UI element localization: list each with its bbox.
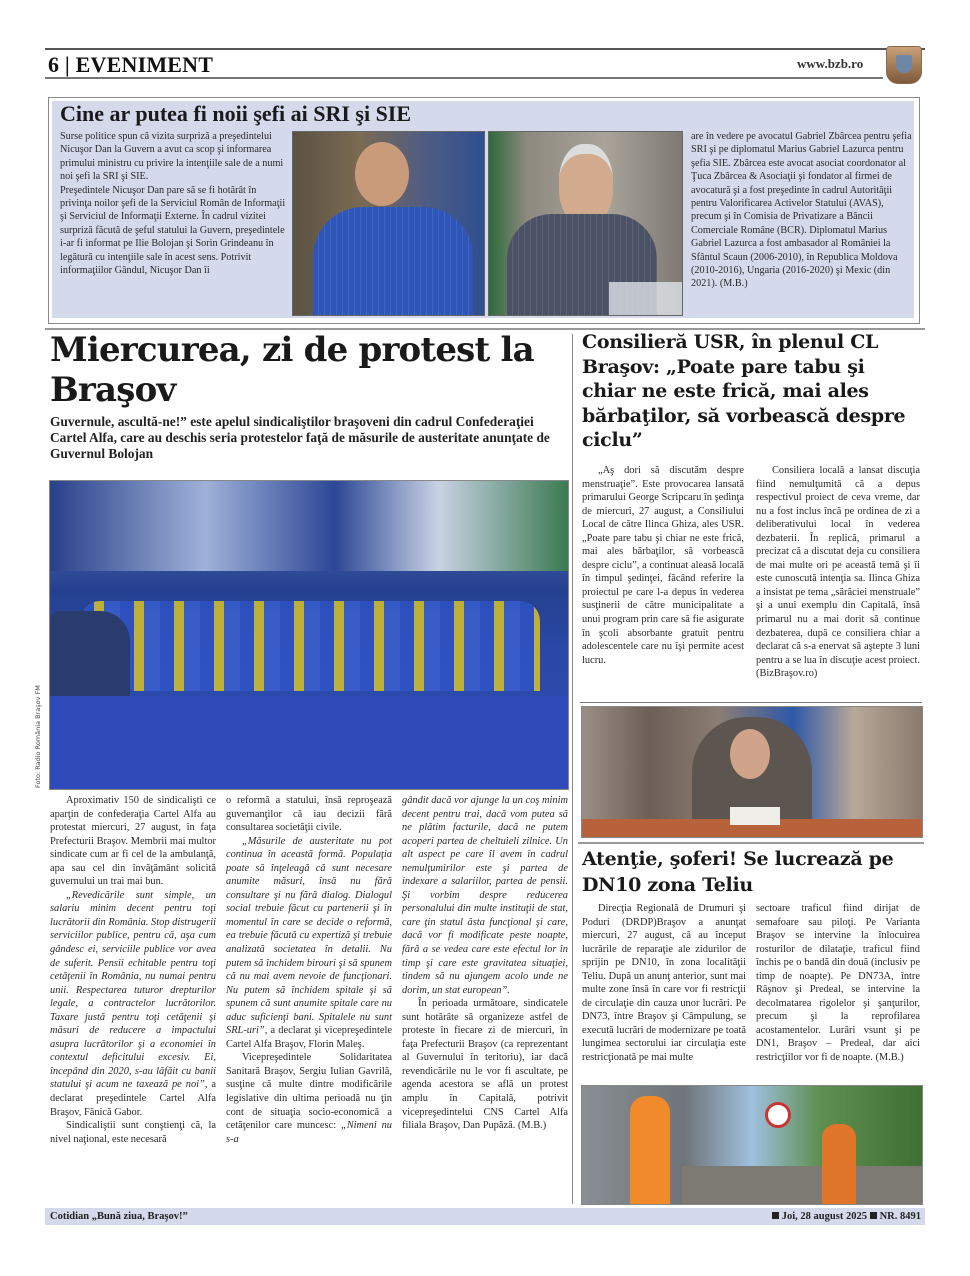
attribution: , a declarat preşedintele Cartel Alfa Braşov, Fănică Gabor. <box>50 1079 216 1118</box>
paragraph: Sindicaliştii sunt conştienţi că, la nivel naţional, este necesară <box>50 1120 216 1145</box>
brasov-crest-icon <box>886 46 922 84</box>
usr-article-col2 <box>756 464 920 681</box>
quote: „Nimeni nu s-a <box>226 1120 392 1145</box>
sri-article-title: Cine ar putea fi noii şefi ai SRI şi SIE <box>60 101 412 126</box>
photo-credit: Foto: Radio România Braşov FM <box>34 685 42 788</box>
square-bullet-icon <box>772 1212 779 1219</box>
page-header: 6 | EVENIMENT <box>48 52 214 77</box>
paragraph: Direcţia Regională de Drumuri şi Poduri (DRDP)Braşov a anunţat miercuri, 27 august, că au început lucrările de reparaţie ale zidurilor de sprijin pe DN10, în zona localităţii Teliu. După un anunţ anterior, sunt mai multe zone însă în care vor fi restricţii de circulaţie din cauza unor lucrări. Pe DN73, între Braşov şi Câmpulung, se execută lucrări de modernizare pe toată lungimea sectorului iar circulaţia este restricţionată pe mai multe <box>582 903 746 1064</box>
main-article-subtitle: Guvernule, ascultă-ne!” este apelul sindicaliştilor braşoveni din cadrul Confederaţiei Cartel Alfa, care au deschis seria protestelor faţă de măsurile de austeritate anunţate de Guvernul Bolojan <box>50 414 550 461</box>
main-article-col2 <box>226 794 392 1146</box>
photo-marius-lazurca <box>488 131 683 316</box>
top-rule <box>45 48 925 50</box>
quote-paragraph <box>226 835 392 1052</box>
sri-paragraph: Surse politice spun că vizita surpriză a preşedintelui Nicuşor Dan la Guvern a avut ca scop şi informarea primului ministru cu privire la intenţiile sale de a numi noi şefi la SRI şi SIE. <box>60 131 284 183</box>
page-number: 6 <box>48 52 60 77</box>
sri-paragraph: Preşedintele Nicuşor Dan pare să se fi hotărât în privinţa noilor şefi de la Serviciul Român de Informaţii şi Serviciul de Informaţii Externe. În cadrul vizitei surpriză făcută de şeful statului la Guvern, preşedintele i-ar fi informat pe Ilie Bolojan şi Sorin Grindeanu în legătură cu intenţiile sale în acest sens. Potrivit informaţiilor Gândul, Nicuşor Dan îi <box>60 184 286 277</box>
website-link[interactable]: www.bzb.ro <box>797 56 864 71</box>
issue-date: Joi, 28 august 2025 <box>781 1211 867 1222</box>
usr-article-col1 <box>582 464 744 667</box>
dn10-article-col2 <box>756 902 920 1065</box>
paragraph: Aproximativ 150 de sindicalişti ce aparţin de confederaţia Cartel Alfa au protestat miercuri, 27 august, în faţa Prefecturii Braşov. Membrii mai multor sindicate cum ar fi cel de la ambulanţă, apa sau cel din învăţământ solicită guvernului un trai mai bun. <box>50 795 216 888</box>
dn10-article-title: Atenţie, şoferi! Se lucrează pe DN10 zona Teliu <box>582 848 894 896</box>
dn10-article-col1 <box>582 902 746 1065</box>
paragraph: „Aş dori să discutăm despre menstruaţie”. Este provocarea lansată primarului George Scripcaru în şedinţa de miercuri, 27 august, a Consiliului Local de către Ilinca Ghiza, ales USR. „Poate pare tabu şi chiar ne este frică, mai ales bărbaţilor, să vorbească despre ciclu”, a continuat aleasă locală în timpul şedinţei, făcând referire la proiectul pe care l-a depus în vederea susţinerii de către municipalitate a unui program prin care să fie asigurate în şcoli absorbante gratuit pentru adolescentele care nu îşi permite acest lucru. <box>582 465 744 666</box>
roadworks-photo <box>581 1085 923 1205</box>
attribution: , a declarat şi vicepreşedintele Cartel Alfa Braşov, Florin Maleş. <box>226 1025 392 1050</box>
main-article-heading <box>50 330 568 476</box>
issue-number: NR. 8491 <box>879 1211 921 1222</box>
usr-article-title: Consilieră USR, în plenul CL Braşov: „Poate pare tabu şi chiar ne este frică, mai ales bărbaţilor, să vorbească despre ciclu” <box>582 331 906 451</box>
council-meeting-photo <box>581 706 923 838</box>
publication-name: Cotidian „Bună ziua, Braşov!” <box>50 1211 188 1222</box>
paragraph: o reformă a statului, însă reproşează guvernanţilor că iau decizii fără consultarea societăţii civile. <box>226 795 392 834</box>
paragraph: În perioada următoare, sindicatele sunt hotărâte să organizeze astfel de proteste în fiecare zi de miercuri, în faţa Prefecturii Braşov (ca reprezentant al Guvernului în teritoriu), iar dacă revendicările nu le vor fi ascultate, pe agenda acestora se află un protest amplu în Capitală, potrivit vicepreşedintelui CNS Cartel Alfa filiala Braşov, Dan Pupăză. (M.B.) <box>402 998 568 1132</box>
header-rule <box>45 77 883 79</box>
paragraph-text: Vicepreşedintele Solidaritatea Sanitară Braşov, Sergiu Iulian Gavrilă, susţine că multe dintre modificările legislative din ultima perioadă nu ţin cont de situaţia socio-economică a cetăţenilor care muncesc: <box>226 1052 392 1132</box>
quote-paragraph <box>50 889 216 1119</box>
square-bullet-icon <box>870 1212 877 1219</box>
quote-paragraph: gândit dacă vor ajunge la un coş minim decent pentru trai, dacă vom putea să ne plătim facturile, dacă ne putem acoperi partea de cheltuieli zilnice. Un alt aspect pe care îl avem în cadrul nemulţumirilor este şi partea de indexare a salariilor, partea de pensii. Şi vorbim despre reducerea personalului din multe instituţii de stat, care ţin statul ăsta funcţional şi care, dacă vor fi modificate peste noapte, fără a se vedea care este efectul lor în timp şi care este gravitatea situaţiei, tindem să nu ajungem acolo unde ne dorim, un stat european”. <box>402 795 568 996</box>
main-article-col3 <box>402 794 568 1133</box>
footer-issue-info <box>700 1209 921 1224</box>
quote: „Măsurile de austeritate nu pot continua în această formă. Populaţia poate să înţeleagă că sunt necesare anumite măsuri, însă nu fără consultare şi nu fără dialog. Dialogul social trebuie făcut cu partenerii şi în momentul în care se decide o reformă, ea trebuie făcută cu expertiză şi trebuie analizată societatea în detalii. Nu putem să închidem birouri şi să spunem că nu mai avem nevoie de funcţionari. Nu putem să închidem spitale şi să spunem că sunt anumite spitale care nu aduc suficienţi bani. Spitalele nu sunt SRL-uri” <box>226 835 392 1037</box>
usr-rule <box>580 702 922 703</box>
column-separator <box>572 334 573 1204</box>
sri-article-col1 <box>60 130 286 277</box>
paragraph: sectoare traficul fiind dirijat de semafoare sau piloţi. Pe Varianta Braşov se intervine la înlocuirea rosturilor de dilataţie, traficul fiind închis pe o bandă din două (inclusiv pe timp de noapte). Pe DN73A, între Râşnov şi Predeal, se intervine la decolmatarea rigolelor şi şanţurilor, precum şi la reprofilarea acostamentelor. Lurări vsunt şi pe DN1, Braşov – Predeal, dar aici restricţiilor vor fi de noapte. (M.B.) <box>756 903 920 1064</box>
paragraph <box>226 1051 392 1146</box>
main-article-col1 <box>50 794 216 1146</box>
section-separator <box>578 842 924 844</box>
quote: „Revedicările sunt simple, un salariu minim decent pentru toţi lucrătorii din România. Stop distrugerii serviciilor publice, pentru că, aşa cum gândesc ei, serviciile publice vor avea de suferit. Pensii echitable pentru toţi cetăţenii în România, nu numai pentru unii. Respectarea tuturor drepturilor legale, a contractelor lucrătorilor. Taxare justă pentru toţi cetăţenii şi măsuri de reducere a impactului asupra lucrătorilor şi a economiei în contextul deficitului excesiv. Ei, începând din 2020, s-au lăfăit cu banii statului şi acum ne taxează pe noi” <box>50 889 216 1091</box>
section-name: EVENIMENT <box>75 52 214 77</box>
protest-photo <box>49 480 569 790</box>
paragraph: Consiliera locală a lansat discuţia fiind nemulţumită că a depus respectivul proiect de ceva vreme, dar nu a fost inclus încă pe ordinea de zi a deliberativului local în vederea dezbaterii. În replică, primarul a precizat că a discutat deja cu consiliera de mai multe ori pe această temă şi îi este cunoscută intenţia sa. Ilinca Ghiza a insistat pe tema „sărăciei menstruale” şi a unui exemplu din Capitală, însă primarul nu a mai dorit să continue dezbaterea, după ce consiliera chiar a declarat că s-a enervat să aştepte 3 luni pentru a se lua în discuţie acest proiect. (BizBraşov.ro) <box>756 465 920 680</box>
sri-article-col2: are în vedere pe avocatul Gabriel Zbârcea pentru şefia SRI şi pe diplomatul Marius Gabriel Lazurca pentru şefia SIE. Zbârcea este avocat asociat coordonator al Ţuca Zbârcea & Asociaţii şi fondator al firmei de avocatură şi a fost preşedinte în cadrul Autorităţii pentru Valorificarea Activelor Statului (AVAS), precum şi în Comisia de Privatizare a Băncii Comerciale Române (BCR). Diplomatul Marius Gabriel Lazurca a fost ambasador al României la Sfântul Scaun (2006-2010), în Republica Moldova (2010-2016), Ungaria (2016-2020) şi Mexic (din 2021). (M.B.) <box>691 131 912 290</box>
main-article-title: Miercurea, zi de protest la Braşov <box>50 330 534 410</box>
photo-gabriel-zbarcea <box>292 131 485 316</box>
